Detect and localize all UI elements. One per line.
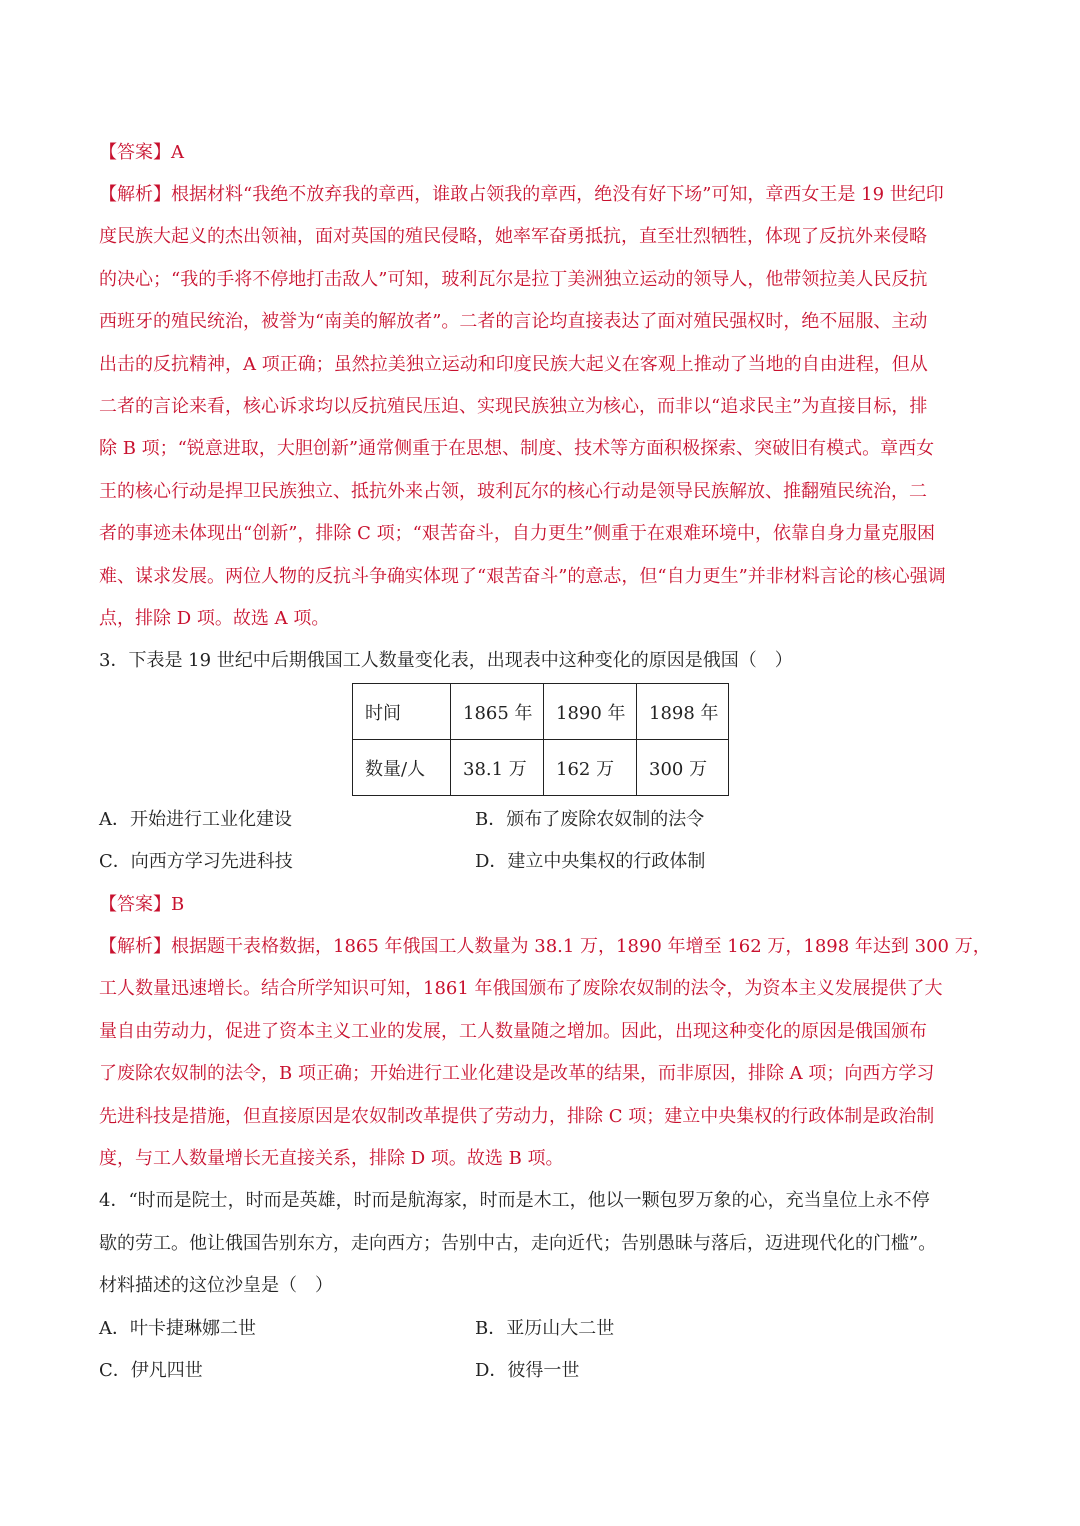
q4-option-d: D．彼得一世 <box>475 1360 580 1381</box>
q4-option-b: B．亚历山大二世 <box>475 1318 615 1339</box>
q2-analysis-line-7: 王的核心行动是捍卫民族独立、抵抗外来占领，玻利瓦尔的核心行动是领导民族解放、推翻殖民统治，二 <box>99 481 927 502</box>
table-cell: 1898 年 <box>637 684 729 740</box>
table-cell: 时间 <box>353 684 451 740</box>
table-cell: 数量/人 <box>353 740 451 796</box>
q3-analysis-line-2: 量自由劳动力，促进了资本主义工业的发展，工人数量随之增加。因此，出现这种变化的原因是俄国颁布 <box>99 1021 927 1042</box>
table-cell: 1890 年 <box>544 684 637 740</box>
q2-analysis-line-8: 者的事迹未体现出“创新”，排除 C 项；“艰苦奋斗，自力更生”侧重于在艰难环境中，依靠自身力量克服困 <box>99 523 936 544</box>
table-row <box>353 684 729 740</box>
q2-analysis-line-5: 二者的言论来看，核心诉求均以反抗殖民压迫、实现民族独立为核心，而非以“追求民主”为直接目标，排 <box>99 396 928 417</box>
q3-answer-tag: 【答案】 <box>99 894 171 915</box>
q3-worker-table <box>352 683 729 796</box>
q2-analysis-line-2: 的决心；“我的手将不停地打击敌人”可知，玻利瓦尔是拉丁美洲独立运动的领导人，他带领拉美人民反抗 <box>99 269 928 290</box>
q3-option-d: D．建立中央集权的行政体制 <box>475 851 706 872</box>
q3-answer: B <box>171 894 185 915</box>
q2-analysis-line-9: 难、谋求发展。两位人物的反抗斗争确实体现了“艰苦奋斗”的意志，但“自力更生”并非材料言论的核心强调 <box>99 566 946 587</box>
q3-answer-line <box>99 893 184 917</box>
table-cell: 162 万 <box>544 740 637 796</box>
table-cell: 38.1 万 <box>451 740 544 796</box>
q2-analysis-line-4: 出击的反抗精神，A 项正确；虽然拉美独立运动和印度民族大起义在客观上推动了当地的自由进程，但从 <box>99 354 928 375</box>
table-cell: 1865 年 <box>451 684 544 740</box>
q4-stem-line-2: 材料描述的这位沙皇是（ ） <box>99 1275 333 1296</box>
q3-analysis-tag: 【解析】 <box>99 936 171 957</box>
q3-option-a: A．开始进行工业化建设 <box>99 809 292 830</box>
q3-analysis-line-4: 先进科技是措施，但直接原因是农奴制改革提供了劳动力，排除 C 项；建立中央集权的行政体制是政治制 <box>99 1106 935 1127</box>
q2-analysis-line-0: 【解析】根据材料“我绝不放弃我的章西，谁敢占领我的章西，绝没有好下场”可知，章西女王是 19 世纪印 <box>99 184 944 205</box>
q3-analysis-line-1: 工人数量迅速增长。结合所学知识可知，1861 年俄国颁布了废除农奴制的法令，为资本主义发展提供了大 <box>99 978 943 999</box>
table-row <box>353 740 729 796</box>
q3-option-c: C．向西方学习先进科技 <box>99 851 293 872</box>
q3-analysis-line-3: 了废除农奴制的法令，B 项正确；开始进行工业化建设是改革的结果，而非原因，排除 A 项；向西方学习 <box>99 1063 935 1084</box>
q2-analysis-tag: 【解析】 <box>99 184 171 205</box>
q4-stem-line-1: 歇的劳工。他让俄国告别东方，走向西方；告别中古，走向近代；告别愚昧与落后，迈进现代化的门槛”。 <box>99 1233 937 1254</box>
q4-option-c: C．伊凡四世 <box>99 1360 203 1381</box>
q3-analysis-line-5: 度，与工人数量增长无直接关系，排除 D 项。故选 B 项。 <box>99 1148 564 1169</box>
q4-stem-line-0: 4．“时而是院士，时而是英雄，时而是航海家，时而是木工，他以一颗包罗万象的心，充当皇位上永不停 <box>99 1190 930 1211</box>
table-cell: 300 万 <box>637 740 729 796</box>
q3-analysis-line-0: 【解析】根据题干表格数据，1865 年俄国工人数量为 38.1 万，1890 年增至 162 万，1898 年达到 300 万， <box>99 936 991 957</box>
q3-option-b: B．颁布了废除农奴制的法令 <box>475 809 705 830</box>
q2-analysis-line-10: 点，排除 D 项。故选 A 项。 <box>99 608 330 629</box>
q2-answer-tag: 【答案】 <box>99 142 171 163</box>
q4-option-a: A．叶卡捷琳娜二世 <box>99 1318 256 1339</box>
q2-answer-line <box>99 141 184 165</box>
q2-analysis-line-6: 除 B 项；“锐意进取，大胆创新”通常侧重于在思想、制度、技术等方面积极探索、突破旧有模式。章西女 <box>99 438 935 459</box>
q2-analysis-line-1: 度民族大起义的杰出领袖，面对英国的殖民侵略，她率军奋勇抵抗，直至壮烈牺牲，体现了反抗外来侵略 <box>99 226 927 247</box>
q2-answer: A <box>171 142 184 163</box>
q2-analysis-line-3: 西班牙的殖民统治，被誉为“南美的解放者”。二者的言论均直接表达了面对殖民强权时，绝不屈服、主动 <box>99 311 928 332</box>
q3-stem: 3．下表是 19 世纪中后期俄国工人数量变化表，出现表中这种变化的原因是俄国（ ） <box>99 650 793 671</box>
